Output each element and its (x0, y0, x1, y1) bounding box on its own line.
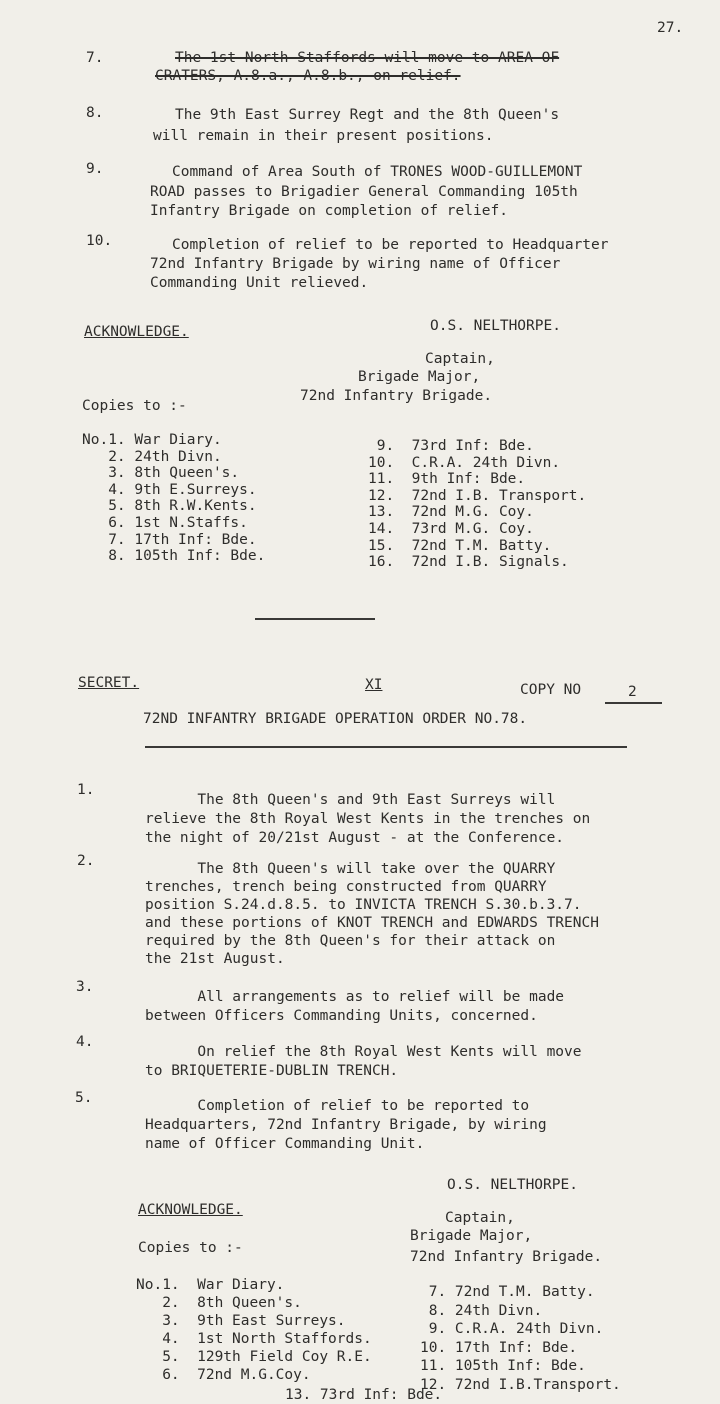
copy-number-label: COPY NO (520, 682, 582, 698)
copy-entry: 15. 72nd T.M. Batty. (368, 537, 552, 554)
copy-entry: 10. 17th Inf: Bde. (420, 1339, 578, 1356)
para-2-line-4: and these portions of KNOT TRENCH and EDWARDS TRENCH (145, 915, 599, 931)
para-7-line-1: The 1st North Staffords will move to AREA OF (175, 50, 560, 66)
copy-entry: 16. 72nd I.B. Signals. (368, 554, 569, 571)
para-1-line-2: relieve the 8th Royal West Kents in the trenches on (145, 811, 591, 827)
copy-entry: 4. 9th E.Surreys. (82, 481, 257, 498)
para-2-line-3: position S.24.d.8.5. to INVICTA TRENCH S.30.b.3.7. (145, 897, 582, 913)
copies-list-left-2 (136, 1276, 372, 1384)
copy-entry: 10. C.R.A. 24th Divn. (368, 454, 561, 471)
copy-entry: No.1. War Diary. (136, 1277, 285, 1293)
para-2-line-5: required by the 8th Queen's for their attack on (145, 933, 556, 949)
role-2: Brigade Major, (410, 1228, 533, 1244)
copy-entry: 7. 72nd T.M. Batty. (420, 1284, 595, 1300)
copy-entry: 5. 8th R.W.Kents. (82, 498, 257, 515)
copy-entry: 3. 8th Queen's. (82, 465, 240, 482)
acknowledge-1: ACKNOWLEDGE. (84, 324, 189, 340)
para-10-line-3: Commanding Unit relieved. (150, 275, 369, 291)
copies-to-1: Copies to :- (82, 398, 187, 414)
secret-label: SECRET. (78, 675, 140, 691)
order-title: 72ND INFANTRY BRIGADE OPERATION ORDER NO.78. (143, 711, 528, 727)
para-3-number: 3. (76, 979, 94, 995)
copies-list-left-1 (82, 432, 265, 565)
signatory-2: O.S. NELTHORPE. (447, 1177, 578, 1193)
para-1-line-3: the night of 20/21st August - at the Conference. (145, 830, 565, 846)
para-8-line-2: will remain in their present positions. (153, 128, 494, 144)
copy-entry: 8. 24th Divn. (420, 1302, 543, 1319)
copy-number-value: 2 (628, 684, 637, 700)
copy-entry: 5. 129th Field Coy R.E. (136, 1349, 372, 1365)
para-7-number: 7. (86, 50, 104, 66)
para-10-number: 10. (86, 233, 113, 249)
copy-entry: 11. 9th Inf: Bde. (368, 471, 526, 488)
para-3-line-1: All arrangements as to relief will be made (145, 989, 565, 1005)
copy-entry: 9. 73rd Inf: Bde. (368, 438, 534, 454)
para-1-number: 1. (77, 782, 95, 798)
title-underline (145, 746, 627, 748)
copy-entry: 8. 105th Inf: Bde. (82, 548, 266, 565)
copy-entry: 12. 72nd I.B. Transport. (368, 487, 587, 504)
copy-entry: 4. 1st North Staffords. (136, 1331, 372, 1347)
copies-to-2: Copies to :- (138, 1240, 243, 1256)
signatory-1: O.S. NELTHORPE. (430, 318, 561, 334)
page-number: 27. (657, 20, 684, 36)
para-4-line-1: On relief the 8th Royal West Kents will move (145, 1044, 582, 1060)
copies-list-right-1 (368, 438, 586, 571)
copy-entry: 6. 1st N.Staffs. (82, 514, 248, 531)
para-5-line-3: name of Officer Commanding Unit. (145, 1136, 425, 1152)
para-4-line-2: to BRIQUETERIE-DUBLIN TRENCH. (145, 1063, 399, 1079)
para-2-line-1: The 8th Queen's will take over the QUARRY (145, 861, 556, 877)
para-2-line-6: the 21st August. (145, 951, 285, 967)
para-9-line-1: Command of Area South of TRONES WOOD-GUILLEMONT (172, 164, 583, 180)
copies-list-right-2 (420, 1283, 621, 1394)
para-10-line-2: 72nd Infantry Brigade by wiring name of Officer (150, 256, 561, 272)
para-2-number: 2. (77, 853, 95, 869)
para-1-line-1: The 8th Queen's and 9th East Surreys will (145, 792, 556, 808)
copy-entry: 9. C.R.A. 24th Divn. (420, 1321, 604, 1337)
para-7-line-2: CRATERS, A.8.a., A.8.b., on relief. (155, 68, 461, 84)
copy-entry: 3. 9th East Surreys. (136, 1313, 346, 1329)
copy-entry: 7. 17th Inf: Bde. (82, 531, 257, 548)
section-divider (255, 618, 375, 620)
para-10-line-1: Completion of relief to be reported to Headquarter (172, 237, 609, 253)
rank-1: Captain, (425, 351, 495, 367)
copy-entry: 13. 72nd M.G. Coy. (368, 504, 534, 521)
copy-entry: 12. 72nd I.B.Transport. (420, 1376, 621, 1393)
para-4-number: 4. (76, 1034, 94, 1050)
para-9-number: 9. (86, 161, 104, 177)
copy-entry: No.1. War Diary. (82, 432, 222, 448)
order-numeral: XI (365, 677, 383, 693)
para-8-number: 8. (86, 105, 104, 121)
para-3-line-2: between Officers Commanding Units, concerned. (145, 1008, 538, 1024)
para-5-line-1: Completion of relief to be reported to (145, 1098, 530, 1114)
role-1: Brigade Major, (358, 369, 481, 385)
para-8-line-1: The 9th East Surrey Regt and the 8th Queen's (175, 107, 560, 123)
para-5-number: 5. (75, 1090, 93, 1106)
copy-entry-extra: 13. 73rd Inf: Bde. (285, 1387, 443, 1403)
para-5-line-2: Headquarters, 72nd Infantry Brigade, by wiring (145, 1117, 547, 1133)
copy-entry: 11. 105th Inf: Bde. (420, 1358, 586, 1374)
copy-number-underline (605, 702, 662, 704)
copy-entry: 14. 73rd M.G. Coy. (368, 520, 534, 537)
brigade-1: 72nd Infantry Brigade. (300, 388, 493, 404)
copy-entry: 2. 24th Divn. (82, 448, 222, 465)
brigade-2: 72nd Infantry Brigade. (410, 1249, 603, 1265)
rank-2: Captain, (445, 1210, 515, 1226)
para-9-line-2: ROAD passes to Brigadier General Commanding 105th (150, 184, 578, 200)
acknowledge-2: ACKNOWLEDGE. (138, 1202, 243, 1218)
para-9-line-3: Infantry Brigade on completion of relief. (150, 203, 508, 219)
copy-entry: 6. 72nd M.G.Coy. (136, 1367, 311, 1383)
para-2-line-2: trenches, trench being constructed from QUARRY (145, 879, 547, 895)
copy-entry: 2. 8th Queen's. (136, 1295, 302, 1311)
